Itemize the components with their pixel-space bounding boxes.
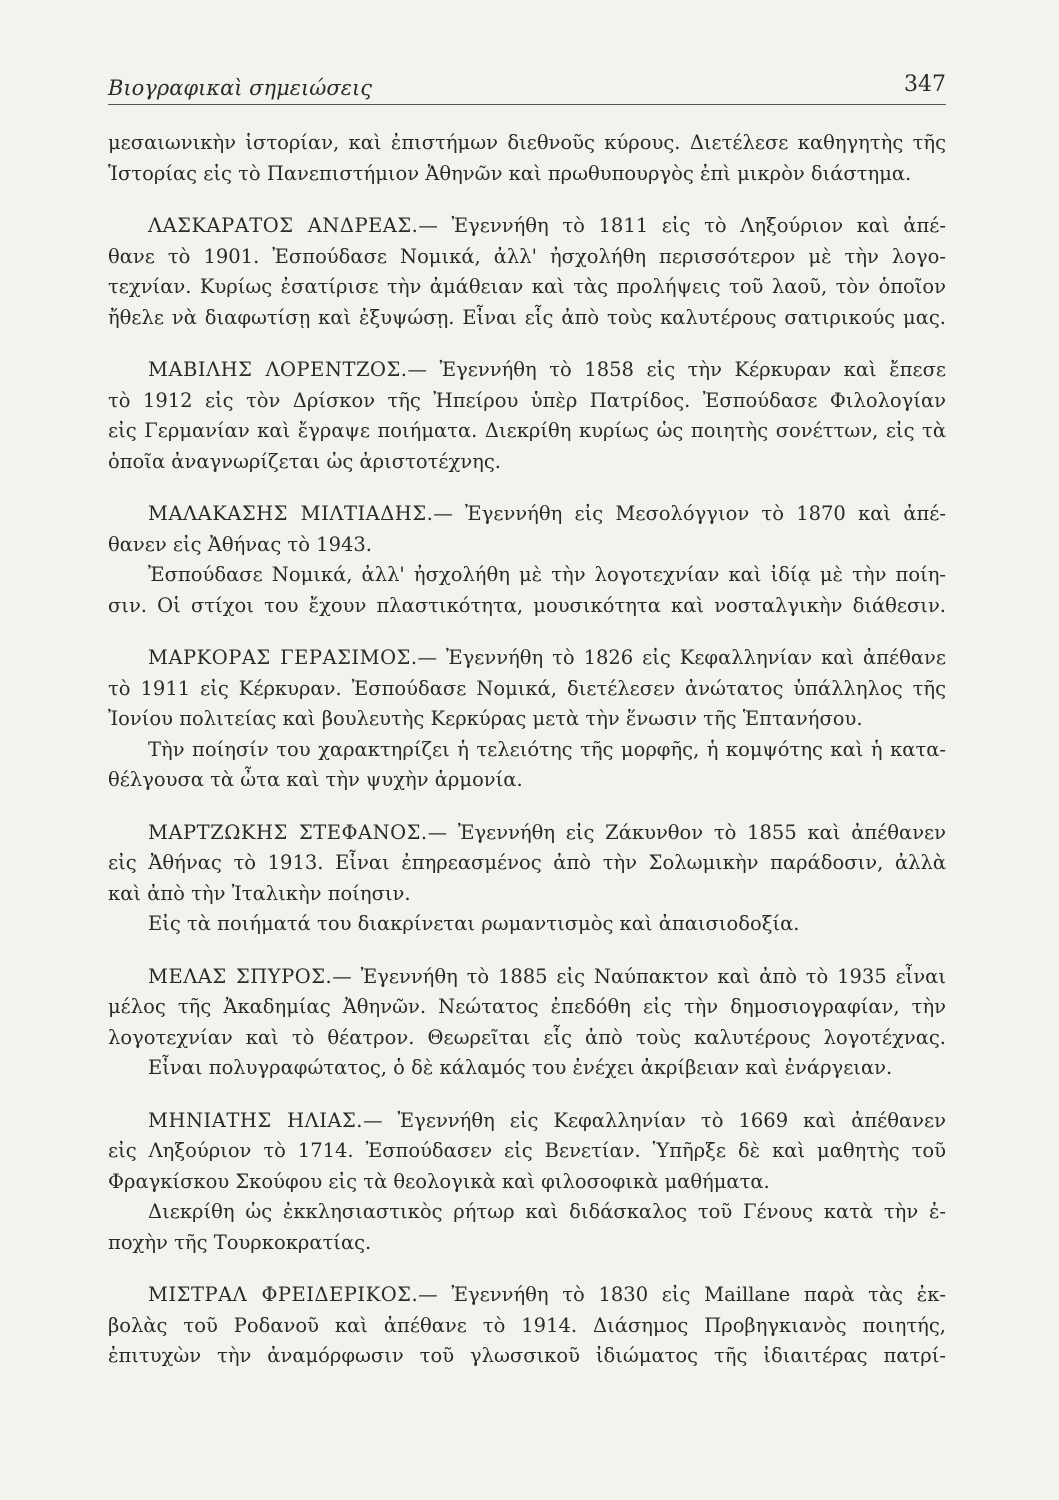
entry-name: ΜΑΒΙΛΗΣ ΛΟΡΕΝΤΖΟΣ. [148,358,408,381]
text-line: καὶ ἀπὸ τὴν Ἰταλικὴν ποίησιν. [108,881,411,905]
entry-name: ΜΕΛΑΣ ΣΠΥΡΟΣ. [148,964,333,988]
text-line: ἐπιτυχὼν τὴν ἀναμόρφωσιν τοῦ γλωσσικοῦ ἰδιώματος τῆς ἰδιαιτέρας πατρί- [108,1344,946,1367]
text-line: τὸ 1912 εἰς τὸν Δρίσκον τῆς Ἠπείρου ὑπὲρ Πατρίδος. Ἐσπούδασε Φιλολογίαν [108,388,946,412]
text-line: Ἰονίου πολιτείας καὶ βουλευτὴς Κερκύρας μετὰ τὴν ἕνωσιν τῆς Ἑπτανήσου. [108,707,863,730]
text-line: μέλος τῆς Ἀκαδημίας Ἀθηνῶν. Νεώτατος ἐπεδόθη εἰς τὴν δημοσιογραφίαν, τὴν [108,995,946,1018]
page-number: 347 [904,72,946,97]
entry-first-line [108,1280,946,1311]
entry-text: — Ἐγεννήθη εἰς Κεφαλληνίαν τὸ 1669 καὶ ἀπέθανεν [363,1108,946,1132]
entry-name: ΜΑΡΤΖΩΚΗΣ ΣΤΕΦΑΝΟΣ. [148,820,428,844]
entry-first-line [108,499,946,530]
text-line: τεχνίαν. Κυρίως ἐσατίρισε τὴν ἀμάθειαν καὶ τὰς προλήψεις τοῦ λαοῦ, τὸν ὁποῖον [108,275,946,298]
entry-first-line [108,211,946,242]
entry-first-line [108,962,946,993]
entry-text: — Ἐγεννήθη τὸ 1830 εἰς Maillane παρὰ τὰς ἐκ- [418,1283,946,1306]
entry-name: ΜΑΛΑΚΑΣΗΣ ΜΙΛΤΙΑΔΗΣ. [148,502,434,525]
entry-name: ΛΑΣΚΑΡΑΤΟΣ ΑΝΔΡΕΑΣ. [148,214,419,237]
entry-text: — Ἐγεννήθη τὸ 1858 εἰς τὴν Κέρκυραν καὶ ἔπεσε [407,358,946,381]
entry-text: — Ἐγεννήθη εἰς Μεσολόγγιον τὸ 1870 καὶ ἀπέ- [433,502,946,525]
entry-first-line [108,355,946,386]
entry-text: — Ἐγεννήθη τὸ 1826 εἰς Κεφαλληνίαν καὶ ἀπέθανε [417,646,946,669]
text-line: Εἶναι πολυγραφώτατος, ὁ δὲ κάλαμός του ἐνέχει ἀκρίβειαν καὶ ἐνάργειαν. [148,1056,893,1079]
text-line: εἰς Ληξούριον τὸ 1714. Ἐσπούδασεν εἰς Βενετίαν. Ὑπῆρξε δὲ καὶ μαθητὴς τοῦ [108,1139,946,1162]
entry-text: — Ἐγεννήθη τὸ 1811 εἰς τὸ Ληξούριον καὶ ἀπέ- [418,214,946,237]
text-line: μεσαιωνικὴν ἱστορίαν, καὶ ἐπιστήμων διεθνοῦς κύρους. Διετέλεσε καθηγητὴς τῆς [108,131,946,154]
text-line: Τὴν ποίησίν του χαρακτηρίζει ἡ τελειότης τῆς μορφῆς, ἡ κομψότης καὶ ἡ κατα- [148,737,946,761]
text-line: ποχὴν τῆς Τουρκοκρατίας. [108,1230,372,1254]
text-line: Ἐσπούδασε Νομικά, ἀλλ' ἠσχολήθη μὲ τὴν λογοτεχνίαν καὶ ἰδίᾳ μὲ τὴν ποίη- [148,563,946,586]
text-line: βολὰς τοῦ Ροδανοῦ καὶ ἀπέθανε τὸ 1914. Διάσημος Προβηγκιανὸς ποιητής, [108,1313,946,1337]
text-line: σιν. Οἱ στίχοι του ἔχουν πλαστικότητα, μουσικότητα καὶ νοσταλγικὴν διάθεσιν. [108,593,946,617]
text-line: εἰς Γερμανίαν καὶ ἔγραψε ποιήματα. Διεκρίθη κυρίως ὡς ποιητὴς σονέττων, εἰς τὰ [108,419,946,442]
text-line: θανε τὸ 1901. Ἐσπούδασε Νομικά, ἀλλ' ἠσχολήθη περισσότερον μὲ τὴν λογο- [108,244,946,268]
text-line: Φραγκίσκου Σκούφου εἰς τὰ θεολογικὰ καὶ φιλοσοφικὰ μαθήματα. [108,1169,770,1193]
entry-name: ΜΑΡΚΟΡΑΣ ΓΕΡΑΣΙΜΟΣ. [148,646,418,669]
entry-name: ΜΙΣΤΡΑΛ ΦΡΕΙΔΕΡΙΚΟΣ. [148,1283,419,1306]
text-line: ὁποῖα ἀναγνωρίζεται ὡς ἀριστοτέχνης. [108,449,501,473]
body-text [108,128,946,1372]
text-line: εἰς Ἀθήνας τὸ 1913. Εἶναι ἐπηρεασμένος ἀπὸ τὴν Σολωμικὴν παράδοσιν, ἀλλὰ [108,851,946,874]
text-line: Εἰς τὰ ποιήματά του διακρίνεται ρωμαντισμὸς καὶ ἀπαισιοδοξία. [148,912,800,935]
text-line: Ἱστορίας εἰς τὸ Πανεπιστήμιον Ἀθηνῶν καὶ πρωθυπουργὸς ἐπὶ μικρὸν διάστημα. [108,161,912,185]
entry-text: — Ἐγεννήθη εἰς Ζάκυνθον τὸ 1855 καὶ ἀπέθανεν [427,820,946,844]
entry-first-line [108,1106,946,1137]
running-head [108,70,946,105]
text-line: ἤθελε νὰ διαφωτίσῃ καὶ ἐξυψώσῃ. Εἶναι εἷς ἀπὸ τοὺς καλυτέρους σατιρικούς μας. [108,305,946,329]
text-line: θανεν εἰς Ἀθήνας τὸ 1943. [108,532,372,556]
text-line: λογοτεχνίαν καὶ τὸ θέατρον. Θεωρεῖται εἷς ἀπὸ τοὺς καλυτέρους λογοτέχνας. [108,1025,946,1049]
text-line: θέλγουσα τὰ ὦτα καὶ τὴν ψυχὴν ἁρμονία. [108,768,523,791]
text-line: Διεκρίθη ὡς ἐκκλησιαστικὸς ρήτωρ καὶ διδάσκαλος τοῦ Γένους κατὰ τὴν ἐ- [148,1200,946,1223]
entry-first-line [108,643,946,674]
entry-text: — Ἐγεννήθη τὸ 1885 εἰς Ναύπακτον καὶ ἀπὸ τὸ 1935 εἶναι [332,964,946,988]
text-line: τὸ 1911 εἰς Κέρκυραν. Ἐσπούδασε Νομικά, διετέλεσεν ἀνώτατος ὑπάλληλος τῆς [108,676,946,700]
entry-first-line [108,818,946,849]
running-head-title: Βιογραφικαὶ σημειώσεις [108,76,372,100]
entry-name: ΜΗΝΙΑΤΗΣ ΗΛΙΑΣ. [148,1108,364,1132]
